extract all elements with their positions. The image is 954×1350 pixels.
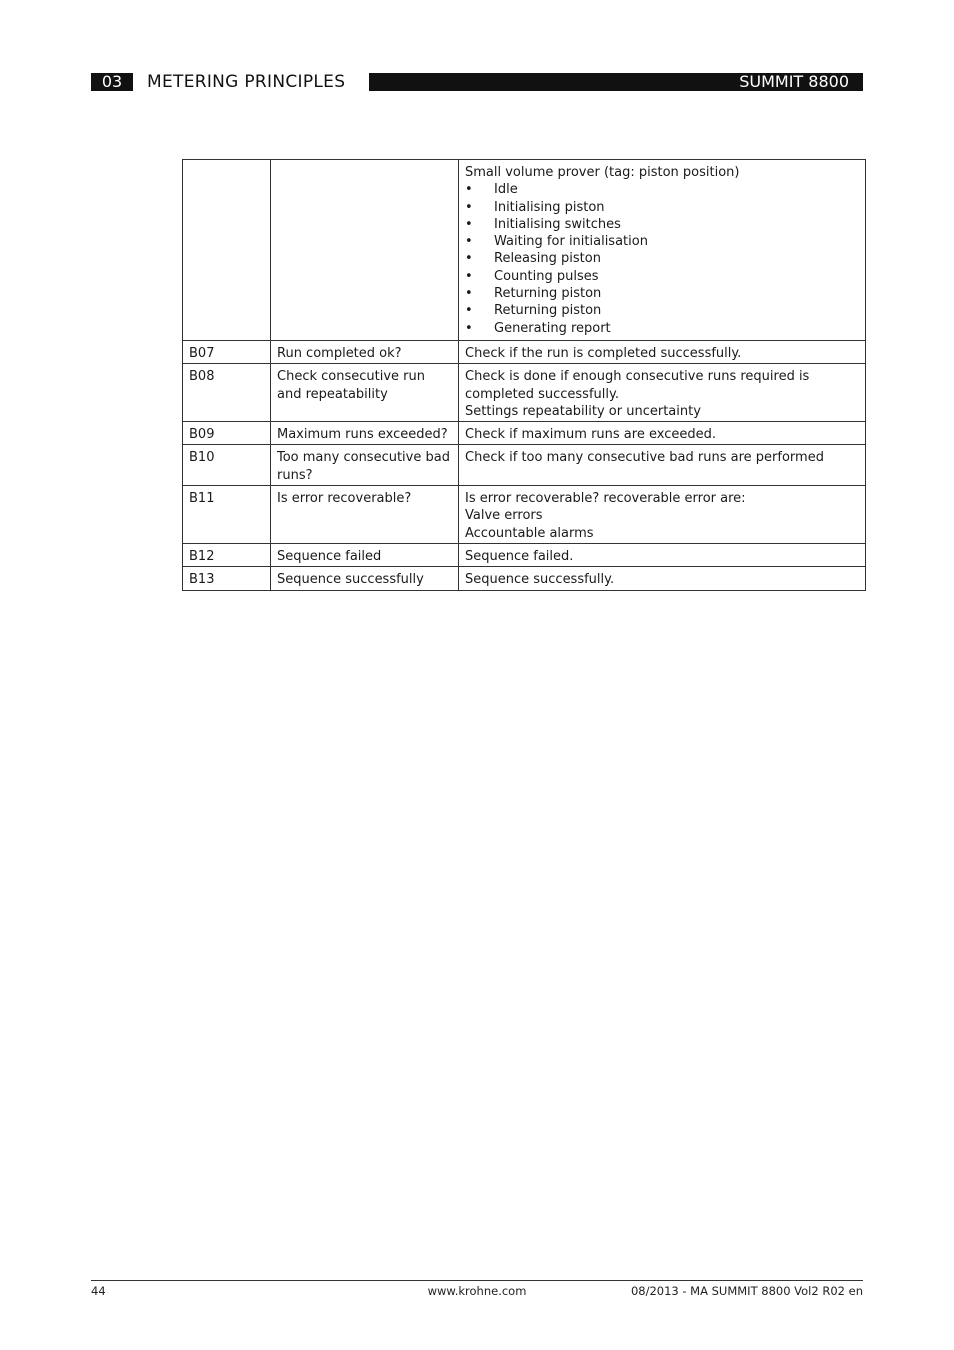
list-item: • Returning piston xyxy=(465,285,859,302)
table-row xyxy=(183,486,866,544)
list-item: • Counting pulses xyxy=(465,268,859,285)
list-item: • Idle xyxy=(465,181,859,198)
desc-line: Sequence successfully. xyxy=(465,572,615,588)
table-row xyxy=(183,445,866,486)
step-name: Too many consecutive bad runs? xyxy=(271,445,459,486)
table-row xyxy=(183,364,866,422)
desc-line: Is error recoverable? recoverable error are: xyxy=(465,491,746,507)
step-id: B11 xyxy=(183,486,271,544)
desc-line: Check if too many consecutive bad runs are performed xyxy=(465,450,824,466)
chapter-title: METERING PRINCIPLES xyxy=(147,72,346,92)
step-desc xyxy=(459,422,866,445)
list-item: • Generating report xyxy=(465,320,859,337)
step-name: Sequence successfully xyxy=(271,567,459,590)
list-item: • Waiting for initialisation xyxy=(465,233,859,250)
step-id: B08 xyxy=(183,364,271,422)
page-header xyxy=(91,73,863,91)
step-id: B13 xyxy=(183,567,271,590)
step-name: Check consecutive run and repeatability xyxy=(271,364,459,422)
page-number: 44 xyxy=(91,1284,106,1298)
table-row xyxy=(183,543,866,566)
table-row xyxy=(183,340,866,363)
list-item: • Initialising switches xyxy=(465,216,859,233)
table-row xyxy=(183,567,866,590)
step-id-cell xyxy=(183,160,271,341)
step-desc-cell xyxy=(459,160,866,341)
step-desc xyxy=(459,486,866,544)
footer-doc-ref: 08/2013 - MA SUMMIT 8800 Vol2 R02 en xyxy=(630,1284,863,1298)
prover-subtitle: Small volume prover (tag: piston position) xyxy=(465,165,740,180)
step-desc xyxy=(459,445,866,486)
step-desc xyxy=(459,364,866,422)
list-item: • Initialising piston xyxy=(465,199,859,216)
step-name: Sequence failed xyxy=(271,543,459,566)
desc-line: Valve errors xyxy=(465,508,543,524)
prover-state-list xyxy=(465,181,859,337)
desc-line: Accountable alarms xyxy=(465,525,594,541)
step-desc xyxy=(459,543,866,566)
step-id: B10 xyxy=(183,445,271,486)
list-item: • Releasing piston xyxy=(465,250,859,267)
desc-line: Check is done if enough consecutive runs required is completed successfully. xyxy=(465,369,810,402)
chapter-number: 03 xyxy=(91,73,133,91)
step-name: Is error recoverable? xyxy=(271,486,459,544)
table-row xyxy=(183,422,866,445)
step-id: B12 xyxy=(183,543,271,566)
desc-line: Check if the run is completed successfully. xyxy=(465,345,742,361)
list-item: • Returning piston xyxy=(465,302,859,319)
step-id: B07 xyxy=(183,340,271,363)
desc-line: Check if maximum runs are exceeded. xyxy=(465,427,716,443)
footer-website: www.krohne.com xyxy=(427,1284,527,1298)
step-desc xyxy=(459,340,866,363)
sequence-steps-table xyxy=(182,159,866,591)
table-row-continuation xyxy=(183,160,866,341)
header-bar xyxy=(369,73,863,91)
desc-line: Sequence failed. xyxy=(465,548,574,564)
desc-line: Settings repeatability or uncertainty xyxy=(465,403,701,419)
step-id: B09 xyxy=(183,422,271,445)
step-name: Run completed ok? xyxy=(271,340,459,363)
step-desc xyxy=(459,567,866,590)
product-name: SUMMIT 8800 xyxy=(739,72,849,91)
footer-divider xyxy=(91,1280,863,1281)
step-name: Maximum runs exceeded? xyxy=(271,422,459,445)
step-name-cell xyxy=(271,160,459,341)
